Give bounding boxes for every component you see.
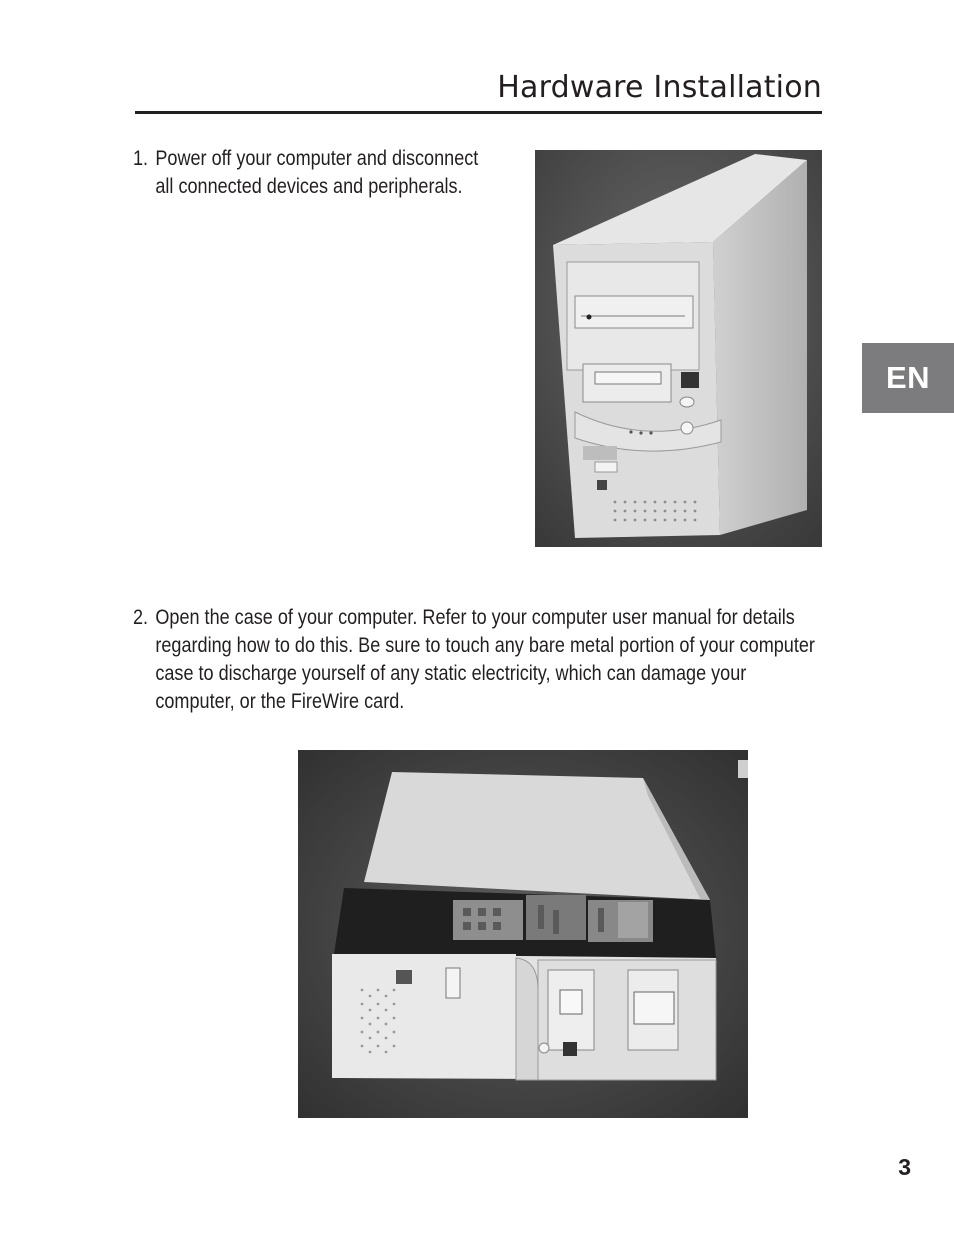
page-number: 3 (898, 1154, 911, 1180)
step-2-number: 2. (133, 606, 149, 629)
language-tab: EN (862, 343, 954, 413)
open-computer-case-photo (298, 750, 748, 1118)
step-1-text: Power off your computer and disconnect all connected devices and peripherals. (155, 147, 479, 198)
tower-computer-photo (535, 150, 822, 547)
step-2-text: Open the case of your computer. Refer to your computer user manual for details regarding how to do this. Be sure to touch any bare metal portion of your computer case to discharge yourself of any static electricity, which can damage your computer, or the FireWire card. (155, 606, 815, 713)
step-2 (133, 604, 821, 716)
page-title: Hardware Installation (497, 70, 822, 105)
step-1 (133, 145, 499, 201)
header-rule (135, 111, 822, 114)
step-1-number: 1. (133, 147, 149, 170)
